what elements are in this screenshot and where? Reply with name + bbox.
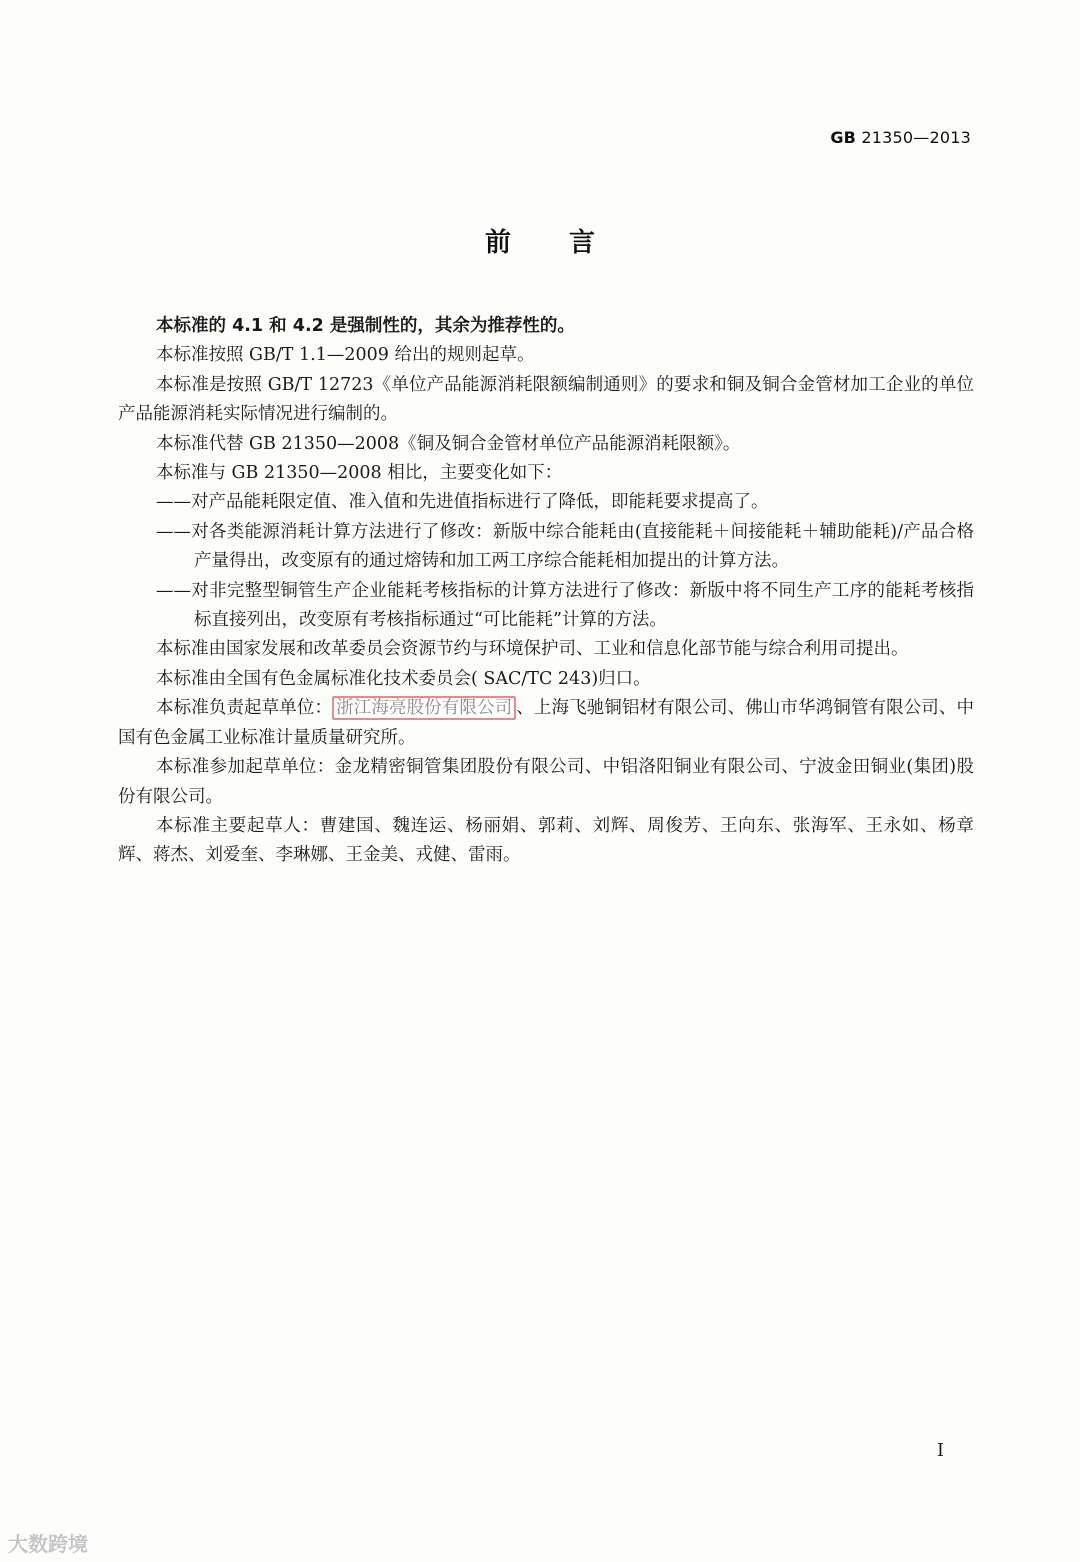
standard-code: [830, 128, 971, 147]
lead-drafters-label: 本标准负责起草单位：: [156, 698, 333, 719]
paragraph-centralized: 本标准由全国有色金属标准化技术委员会( SAC/TC 243)归口。: [156, 668, 651, 689]
standard-code-number: 21350—2013: [861, 128, 971, 147]
paragraph-proposed-by: 本标准由国家发展和改革委员会资源节约与环境保护司、工业和信息化部节能与综合利用司提出。: [156, 639, 909, 660]
paragraph-drafting-rules: 本标准按照 GB/T 1.1—2009 给出的规则起草。: [156, 345, 535, 366]
paragraph-basis: 本标准是按照 GB/T 12723《单位产品能源消耗限额编制通则》的要求和铜及铜合金管材加工企业的单位产品能源消耗实际情况进行编制的。: [118, 374, 974, 425]
highlighted-company: 浙江海亮股份有限公司: [332, 696, 516, 720]
paragraph-main-drafters: 本标准主要起草人：曹建国、魏连运、杨丽娟、郭莉、刘辉、周俊芳、王向东、张海军、王永如、杨章辉、蒋杰、刘爱奎、李琳娜、王金美、戎健、雷雨。: [118, 815, 974, 866]
paragraph-replaces: 本标准代替 GB 21350—2008《铜及铜合金管材单位产品能源消耗限额》。: [156, 433, 741, 454]
standard-code-prefix: GB: [830, 128, 857, 147]
paragraph-changes-intro: 本标准与 GB 21350—2008 相比，主要变化如下：: [156, 463, 563, 484]
paragraph-participating-drafters: 本标准参加起草单位：金龙精密铜管集团股份有限公司、中铝洛阳铜业有限公司、宁波金田铜业(集团)股份有限公司。: [118, 757, 974, 807]
document-body: [118, 312, 974, 871]
change-item-2: ——对各类能源消耗计算方法进行了修改：新版中综合能耗由(直接能耗＋间接能耗＋辅助能耗)/产品合格产量得出，改变原有的通过熔铸和加工两工序综合能耗相加提出的计算方法。: [156, 521, 974, 572]
page-title: 前言: [484, 228, 653, 258]
change-item-3: ——对非完整型铜管生产企业能耗考核指标的计算方法进行了修改：新版中将不同生产工序的能耗考核指标直接列出，改变原有考核指标通过“可比能耗”计算的方法。: [156, 580, 974, 631]
paragraph-lead-drafters: [118, 694, 974, 753]
change-item-1: ——对产品能耗限定值、准入值和先进值指标进行了降低，即能耗要求提高了。: [156, 492, 769, 513]
watermark-logo: 大数跨境: [8, 1532, 88, 1556]
page-number: I: [936, 1440, 944, 1461]
paragraph-mandatory: 本标准的 4.1 和 4.2 是强制性的，其余为推荐性的。: [156, 316, 575, 336]
lead-drafters-rest: 、上海飞驰铜铝材有限公司、佛山市华鸿铜管有限公司、中国有色金属工业标准计量质量研究所。: [118, 698, 975, 748]
